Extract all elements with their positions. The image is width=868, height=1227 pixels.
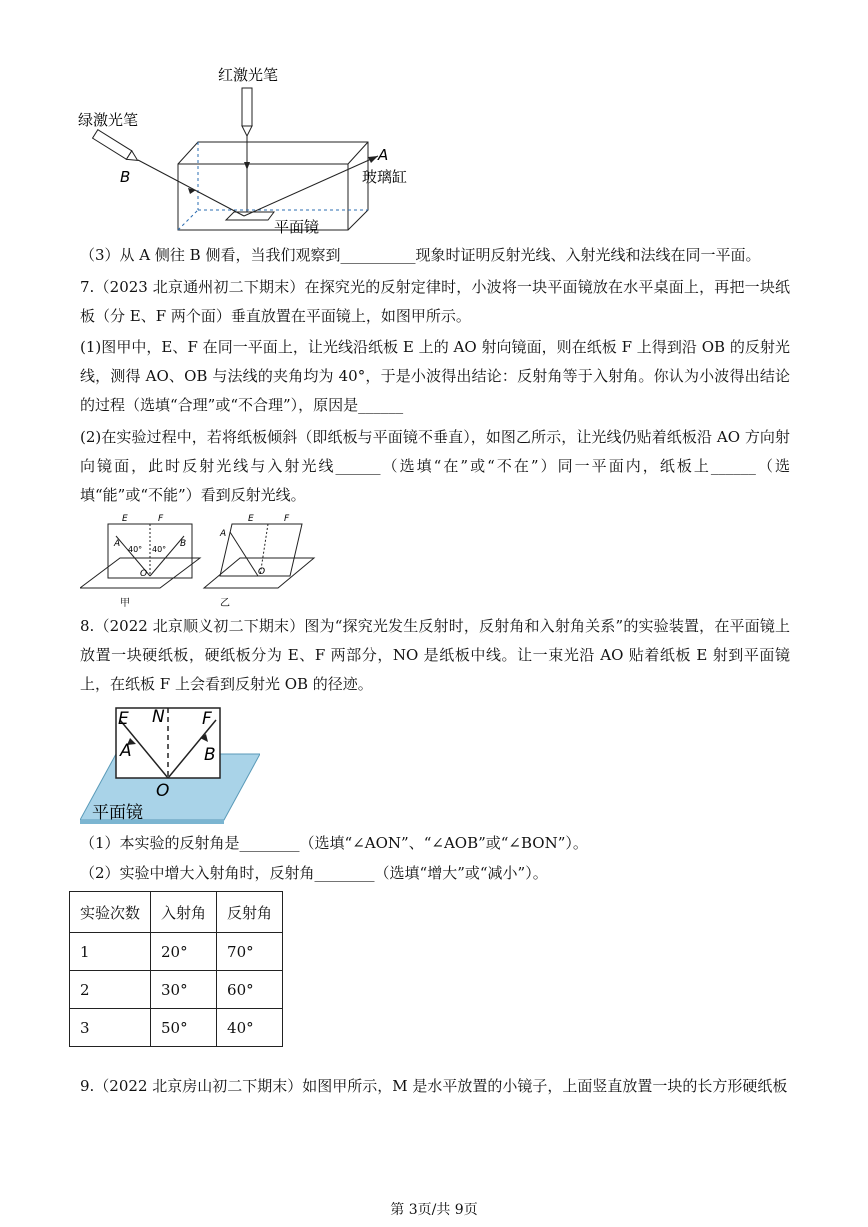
table-header: 实验次数	[70, 892, 151, 933]
fig8-n: N	[152, 707, 165, 727]
table-cell: 60°	[217, 971, 283, 1009]
q7-figure	[80, 510, 330, 608]
table-cell: 3	[70, 1009, 151, 1047]
table-row	[70, 933, 283, 971]
glass-tank-figure	[78, 60, 428, 240]
table-header-row	[70, 892, 283, 933]
fig8-f: F	[202, 709, 212, 729]
q7-part1: (1)图甲中，E、F 在同一平面上，让光线沿纸板 E 上的 AO 射向镜面，则在纸板 F 上得到沿 OB 的反射光线，测得 AO、OB 与法线的夹角均为 40°，于是小波得出结论：反射角等于入射角。你认为小波得出结论的过程（选填“合理”或“不合理”），原因是______	[80, 338, 790, 414]
fig-jia-label: 甲	[120, 598, 130, 608]
q7-part2: (2)在实验过程中，若将纸板倾斜（即纸板与平面镜不垂直），如图乙所示，让光线仍贴着纸板沿 AO 方向射向镜面，此时反射光线与入射光线______（选填“在”或“不在”）同一平面内，纸板上______（选填“能”或“不能”）看到反射光线。	[80, 428, 790, 504]
fig7-yi-f: F	[284, 514, 290, 524]
table-header: 反射角	[217, 892, 283, 933]
fig7-b: B	[180, 539, 187, 549]
table-row	[70, 1009, 283, 1047]
table-cell: 1	[70, 933, 151, 971]
table-cell: 2	[70, 971, 151, 1009]
page-footer: 第 3页/共 9页	[390, 1202, 478, 1218]
green-laser-label: 绿激光笔	[78, 111, 139, 129]
table-cell: 30°	[151, 971, 217, 1009]
red-laser-label: 红激光笔	[218, 66, 279, 84]
fig8-e: E	[118, 709, 129, 729]
fig7-yi-a: A	[220, 529, 227, 539]
fig8-o: O	[156, 781, 170, 801]
fig8-a: A	[120, 741, 132, 761]
table-cell: 40°	[217, 1009, 283, 1047]
fig7-angle-right: 40°	[152, 545, 167, 554]
table-cell: 20°	[151, 933, 217, 971]
fig8-mirror: 平面镜	[92, 803, 143, 823]
q8-part2: （2）实验中增大入射角时，反射角________（选填“增大”或“减小”）。	[80, 864, 548, 882]
fig7-a: A	[114, 539, 121, 549]
fig7-e: E	[122, 514, 128, 524]
fig7-f: F	[158, 514, 164, 524]
q8-table	[69, 891, 283, 1047]
table-cell: 50°	[151, 1009, 217, 1047]
table-row	[70, 971, 283, 1009]
q6-part3: （3）从 A 侧往 B 侧看，当我们观察到__________现象时证明反射光线、入射光线和法线在同一平面。	[80, 246, 761, 264]
fig7-yi-o: O	[258, 567, 266, 577]
mirror-label: 平面镜	[274, 218, 320, 236]
q8-stem: 8.（2022 北京顺义初二下期末）图为“探究光发生反射时，反射角和入射角关系”的实验装置，在平面镜上放置一块硬纸板，硬纸板分为 E、F 两部分，NO 是纸板中线。让一束光沿 AO 贴着纸板 E 射到平面镜上，在纸板 F 上会看到反射光 OB 的径迹。	[80, 617, 790, 693]
tank-label: 玻璃缸	[362, 168, 408, 186]
fig7-o: O	[140, 569, 148, 579]
fig7-angle-left: 40°	[128, 545, 143, 554]
label-a: A	[378, 146, 389, 164]
table-header: 入射角	[151, 892, 217, 933]
q8-figure	[80, 704, 260, 826]
q8-part1: （1）本实验的反射角是________（选填“∠AON”、“∠AOB”或“∠BON”）。	[80, 834, 588, 852]
q9-stem: 9.（2022 北京房山初二下期末）如图甲所示，M 是水平放置的小镜子，上面竖直放置一块的长方形硬纸板	[80, 1077, 788, 1095]
fig7-yi-e: E	[248, 514, 254, 524]
table-cell: 70°	[217, 933, 283, 971]
fig8-b: B	[204, 745, 216, 765]
label-b: B	[120, 168, 131, 186]
q7-stem: 7.（2023 北京通州初二下期末）在探究光的反射定律时，小波将一块平面镜放在水平桌面上，再把一块纸板（分 E、F 两个面）垂直放置在平面镜上，如图甲所示。	[80, 278, 790, 325]
fig-yi-label: 乙	[220, 598, 230, 608]
